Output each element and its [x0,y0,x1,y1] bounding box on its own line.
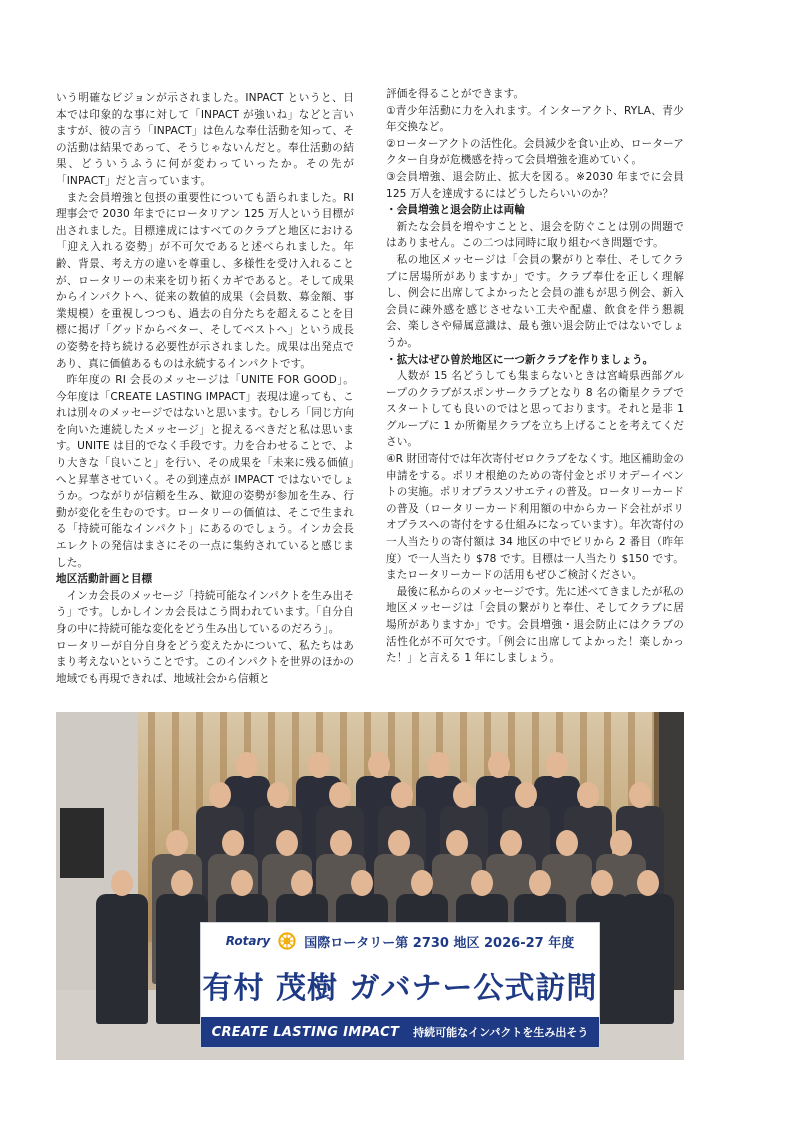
paragraph: ロータリーが自分自身をどう変えたかについて、私たちはあまり考えないということです。このインパクトを世界のほかの地域でも再現できれば、地域社会から信頼と [56,639,354,685]
person-head [610,830,632,856]
person-head [171,870,193,896]
person-head [329,782,351,808]
person-head [453,782,475,808]
paragraph: 最後に私からのメッセージです。先に述べてきましたが私の地区メッセージは「会員の繋がりと奉仕、そしてクラブに居場所がありますか」です。会員増強・退会防止にはクラブの活性化が不可欠です。「例会に出席してよかった！楽しかった！」と言える 1 年にしましょう。 [386,585,684,665]
paragraph: インカ会長のメッセージ「持続可能なインパクトを生み出そう」です。しかしインカ会長はこう問われています。「自分自身の中に持続可能な変化をどう生み出しているのだろう」。 [56,589,354,635]
paragraph: 昨年度の RI 会長のメッセージは「UNITE FOR GOOD」。今年度は「CREATE LASTING IMPACT」表現は違っても、これは別々のメッセージではないと思います。むしろ「同じ方向を向いた連続したメッセージ」と捉えるべきだと私は思います。UNITE は目的でなく手段です。力を合わせることで、より大きな「良いこと」を行い、その成果を「未来に残る価値」へと昇華させていく。その到達点が IMPACT ではないでしょうか。つながりが信頼を生み、歓迎の姿勢が参加を生み、行動が変化を生むのです。ロータリーの価値は、そこで生まれる「持続可能なインパクト」にあるのでしょう。インカ会長エレクトの発信はまさにその一点に集約されていると感じました。 [56,374,354,569]
banner-theme-sub: 持続可能なインパクトを生み出そう [413,1026,589,1039]
group-photo [56,712,684,1060]
paragraph: 評価を得ることができます。 [386,88,525,100]
person-head [308,752,330,778]
section-heading: 地区活動計画と目標 [56,573,153,586]
paragraph: ④R 財団寄付では年次寄付ゼロクラブをなくす。地区補助金の申請をする。ポリオ根絶のための寄付金とポリオデーイベントの実施。ポリオプラスソサエティの普及。ロータリーカードの普及（ロータリーカード利用額の中からカード会社がポリオプラスへの寄付をする仕組みになっています）。年次寄付の一人当たりの寄付額は 34 地区の中でビリから 2 番目（昨年度）で一人当たり $78 です。目標は一人当たり $150 です。またロータリーカードの活用もぜひご検討ください。 [386,453,684,582]
person-head [577,782,599,808]
person-head [471,870,493,896]
person-head [546,752,568,778]
paragraph: 私の地区メッセージは「会員の繋がりと奉仕、そしてクラブに居場所がありますか」です。クラブ奉仕を正しく理解し、例会に出席してよかったと会員の誰もが思う例会、新入会員に疎外感を感じさせない工夫や配慮、飲食を伴う懇親会、楽しさや帰属意識は、最も強い退会防止ではないでしょうか。 [386,253,684,349]
paragraph: 人数が 15 名どうしても集まらないときは宮崎県西部グループのクラブがスポンサークラブとなり 8 名の衛星クラブでスタートしても良いのではと思っております。それと是非 1 グループに 1 か所衛星クラブを立ち上げることを考えてください。 [386,370,684,449]
person-head [591,870,613,896]
person-head [529,870,551,896]
rotary-wheel-icon [278,932,296,950]
person-head [236,752,258,778]
banner-main-title: 有村 茂樹 ガバナー公式訪問 [202,971,598,1006]
person-head [428,752,450,778]
person-head [637,870,659,896]
person-head [629,782,651,808]
banner-theme-strip [201,1017,599,1047]
person-head [330,830,352,856]
person-head [556,830,578,856]
person-head [391,782,413,808]
wall-sign [60,808,104,878]
person-head [291,870,313,896]
section-heading: ・拡大はぜひ曽於地区に一つ新クラブを作りましょう。 [386,353,654,366]
person-head [446,830,468,856]
paragraph: また会員増強と包摂の重要性についても語られました。RI 理事会で 2030 年までにロータリアン 125 万人という目標が出されました。目標達成にはすべてのクラブと地区における「迎え入れる姿勢」が不可欠であると述べられました。年齢、背景、考え方の違いを尊重し、多様性を受け入れることが、ロータリーの未来を切り拓くカギであると。そして成果からインパクトへ、従来の数値的成果（会員数、募金額、事業規模）を重視しつつも、過去の自分たちを超えることを目標に掲げ「グッドからベター、そしてベストへ」という成長の姿勢を持ち続ける必要性が示されました。成果は出発点であり、真に価値あるものは永続するインパクトです。 [56,191,354,370]
paragraph: ①青少年活動に力を入れます。インターアクト、RYLA、青少年交換など。 [386,104,684,134]
person-head [388,830,410,856]
paragraph: ②ローターアクトの活性化。会員減少を食い止め、ローターアクター自身が危機感を持って会員増強を進めていく。 [386,137,684,167]
person-head [111,870,133,896]
person-head [488,752,510,778]
person-body [622,894,674,1024]
paragraph: ③会員増強、退会防止、拡大を図る。※2030 年までに会員 125 万人を達成するにはどうしたらいいのか？ [386,170,684,200]
person-head [222,830,244,856]
right-text-column [386,86,684,667]
person-head [411,870,433,896]
person-head [231,870,253,896]
paragraph: 新たな会員を増やすことと、退会を防ぐことは別の問題ではありません。この二つは同時に取り組むべき問題です。 [386,220,684,250]
section-heading: ・会員増強と退会防止は両輪 [386,204,526,217]
left-text-column [56,90,354,687]
person-body [96,894,148,1024]
person-head [267,782,289,808]
person-head [166,830,188,856]
person-head [500,830,522,856]
rotary-logo-text: Rotary [225,934,271,948]
person-head [368,752,390,778]
banner-district-line: 国際ロータリー第 2730 地区 2026-27 年度 [304,935,575,951]
banner-theme: CREATE LASTING IMPACT [211,1024,400,1040]
person-head [276,830,298,856]
visit-banner [200,922,600,1048]
person-head [209,782,231,808]
paragraph: いう明確なビジョンが示されました。INPACT というと、日本では印象的な事に対して「INPACT が強いね」などと言いますが、彼の言う「INPACT」は色んな奉仕活動を知って、その活動は結果であって、そうじゃないんだと。奉仕活動の結果、どういうふうに何が変わっていったか。その先が「INPACT」だと言っています。 [56,92,354,187]
person-head [351,870,373,896]
person-head [515,782,537,808]
banner-district-row [201,927,599,955]
